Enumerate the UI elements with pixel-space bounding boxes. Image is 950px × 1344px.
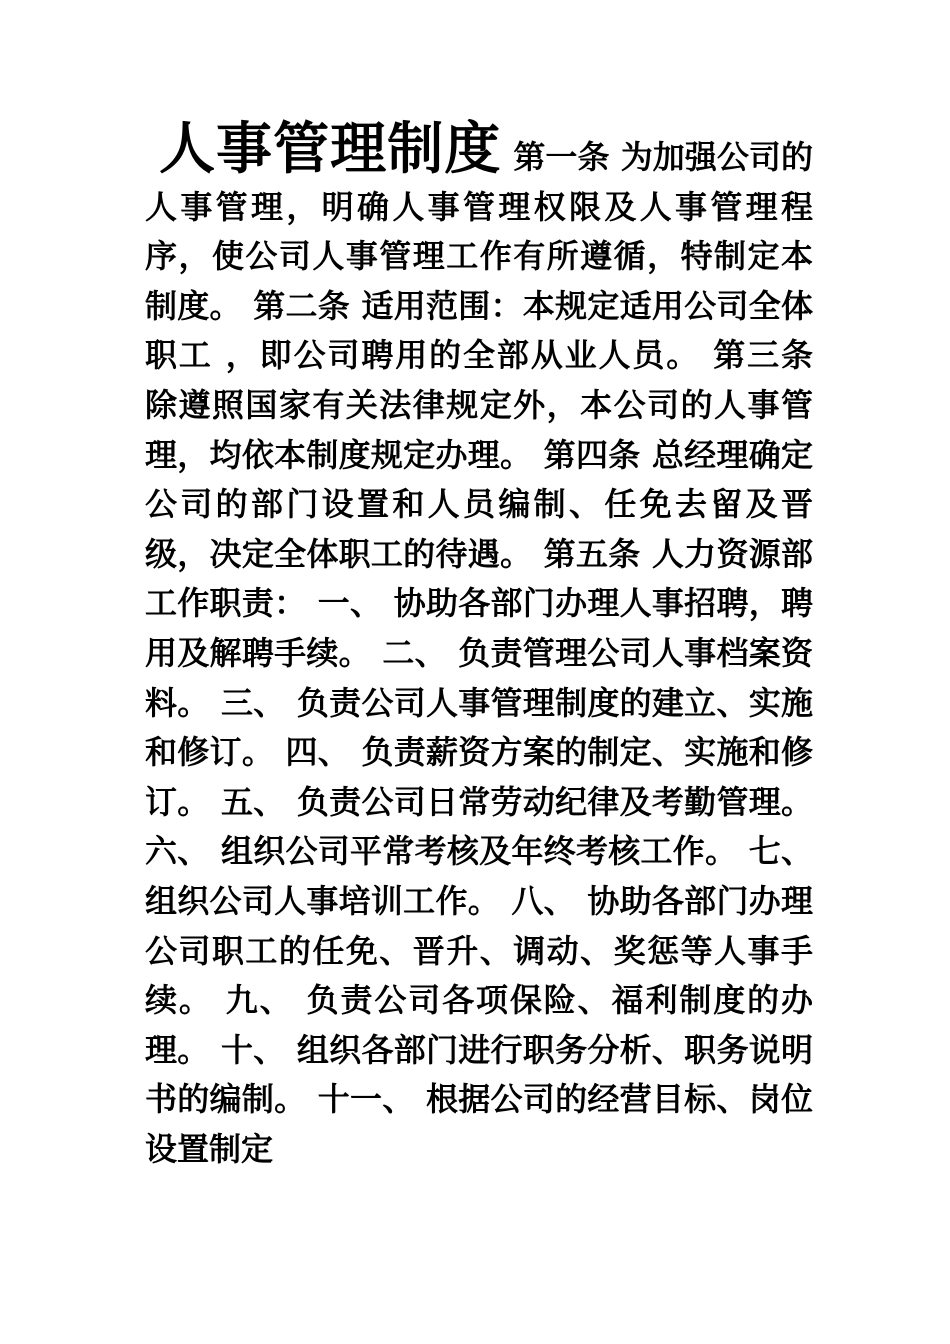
document-body: 第一条 为加强公司的人事管理，明确人事管理权限及人事管理程序，使公司人事管理工作有所遵循，特制定本制度。 第二条 适用范围：本规定适用公司全体职工 ，即公司聘用的全部从业人员。 第三条 除遵照国家有关法律规定外，本公司的人事管理，均依本制度规定办理。 第四条 总经理确定公司的部门设置和人员编制、任免去留及晋级，决定全体职工的待遇。 第五条 人力资源部工作职责： 一、 协助各部门办理人事招聘，聘用及解聘手续。 二、 负责管理公司人事档案资料。 三、 负责公司人事管理制度的建立、实施和修订。 四、 负责薪资方案的制定、实施和修订。 五、 负责公司日常劳动纪律及考勤管理。 六、 组织公司平常考核及年终考核工作。 七、 组织公司人事培训工作。 八、 协助各部门办理公司职工的任免、晋升、调动、奖惩等人事手续。 九、 负责公司各项保险、福利制度的办理。 十、 组织各部门进行职务分析、职务说明书的编制。 十一、 根据公司的经营目标、岗位设置制定 — [145, 138, 813, 1168]
document-text — [145, 117, 813, 1174]
document-title: 人事管理制度 — [159, 117, 502, 182]
